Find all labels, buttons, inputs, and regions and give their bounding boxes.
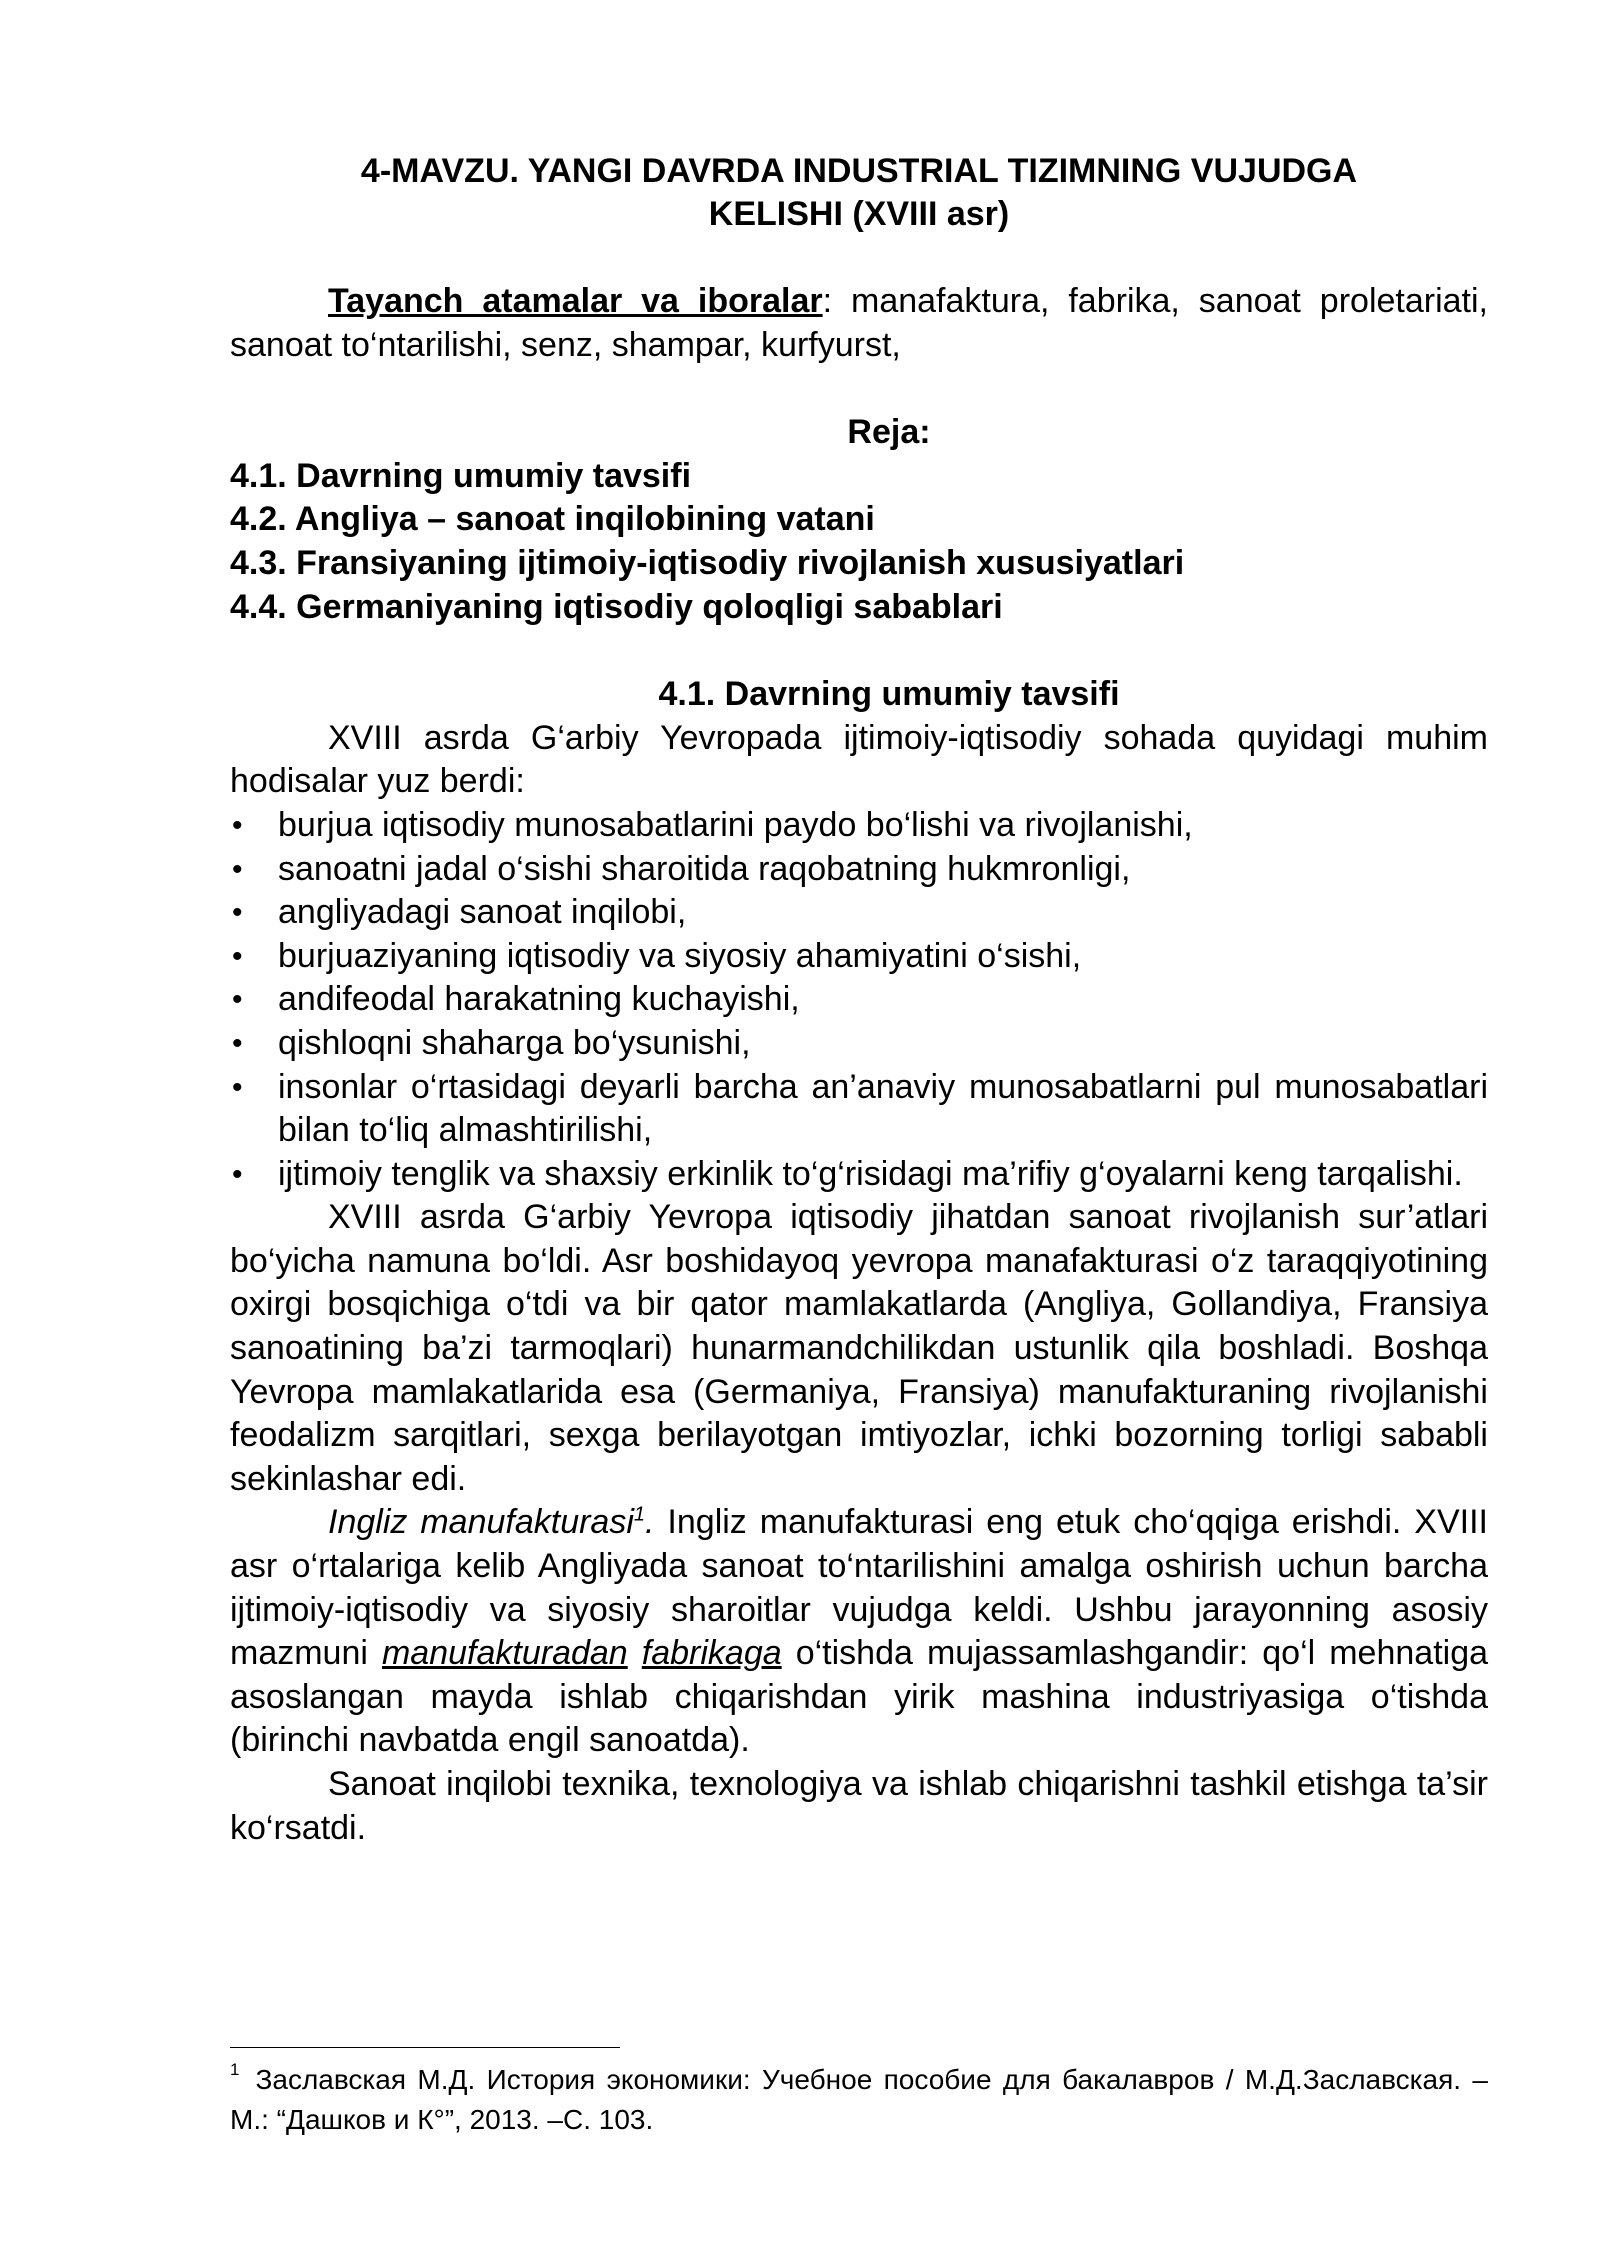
list-item: • burjua iqtisodiy munosabatlarini paydo bo‘lishi va rivojlanishi, (230, 804, 1488, 848)
key-terms-text: manafaktura, fabrika, sanoat proletariati, sanoat to‘ntarilishi, senz, shampar, kurfyurst, (230, 282, 1488, 364)
plan-item: 4.1. Davrning umumiy tavsifi (230, 456, 692, 495)
key-terms-paragraph (230, 280, 1488, 367)
body-paragraph: XVIII asrda G‘arbiy Yevropa iqtisodiy jihatdan sanoat rivojlanish sur’atlari bo‘yicha namuna bo‘ldi. Asr boshidayoq yevropa manafakturasi o‘z taraqqiyotining oxirgi bosqichiga o‘tdi va bir qator mamlakatlarda (Angliya, Gollandiya, Fransiya sanoatining ba’zi tarmoqlari) hunarmandchilikdan ustunlik qila boshladi. Boshqa Yevropa mamlakatlarida esa (Germaniya, Fransiya) manufakturaning rivojlanishi feodalizm sarqitlari, sexga berilayotgan imtiyozlar, ichki bozorning torligi sababli sekinlashar edi. (230, 1198, 1488, 1498)
bullet-icon: • (232, 1070, 243, 1104)
list-item: • insonlar o‘rtasidagi deyarli barcha an’anaviy munosabatlarni pul munosabatlari bilan to‘liq almashtirilishi, (232, 1067, 1488, 1150)
plan-item: 4.4. Germaniyaning iqtisodiy qoloqligi sabablari (230, 587, 1003, 626)
list-item: • angliyadagi sanoat inqilobi, (230, 891, 1488, 935)
plan-list (230, 455, 1488, 629)
paragraph-lead: Ingliz manufakturasi (328, 1503, 634, 1542)
bullet-icon: • (232, 808, 243, 842)
bullet-icon: • (232, 852, 243, 886)
page-content (230, 150, 1488, 1850)
section-heading: 4.1. Davrning umumiy tavsifi (658, 675, 1120, 714)
plan-item: 4.3. Fransiyaning ijtimoiy-iqtisodiy rivojlanish xususiyatlari (230, 543, 1185, 582)
title-line-2: KELISHI (XVIII asr) (708, 195, 1010, 233)
key-terms-label: Tayanch atamalar va iboralar (328, 282, 823, 320)
body-paragraph: Sanoat inqilobi texnika, texnologiya va ishlab chiqarishni tashkil etishga ta’sir ko‘rsatdi. (230, 1765, 1488, 1847)
footnote-mark: 1 (230, 2060, 240, 2079)
list-item: • qishloqni shaharga bo‘ysunishi, (230, 1022, 1488, 1066)
bullet-icon: • (232, 1157, 243, 1191)
emphasis-term: fabrikaga (641, 1634, 782, 1673)
section-intro: XVIII asrda G‘arbiy Yevropada ijtimoiy-iqtisodiy sohada quyidagi muhim hodisalar yuz berdi: (230, 718, 1488, 801)
footnote-separator (230, 2047, 620, 2048)
footnote-reference[interactable]: 1 (633, 1504, 646, 1527)
bullet-list (230, 804, 1488, 1196)
title-line-1: 4-MAVZU. YANGI DAVRDA INDUSTRIAL TIZIMNING VUJUDGA (360, 152, 1358, 190)
bullet-icon: • (232, 1026, 243, 1060)
footnote-text: Заславская М.Д. История экономики: Учебное пособие для бакалавров / М.Д.Заславская. – М.: “Дашков и К°”, 2013. –С. 103. (230, 2064, 1488, 2135)
list-item: • ijtimoiy tenglik va shaxsiy erkinlik to‘g‘risidagi ma’rifiy g‘oyalarni keng tarqalishi. (230, 1153, 1488, 1197)
plan-title: Reja: (847, 413, 931, 452)
list-item: • burjuaziyaning iqtisodiy va siyosiy ahamiyatini o‘sishi, (230, 935, 1488, 979)
key-terms-colon: : (822, 282, 833, 320)
list-item: • sanoatni jadal o‘sishi sharoitida raqobatning hukmronligi, (230, 848, 1488, 892)
plan-item: 4.2. Angliya – sanoat inqilobining vatani (230, 500, 875, 539)
list-item: • andifeodal harakatning kuchayishi, (230, 978, 1488, 1022)
bullet-icon: • (232, 983, 243, 1017)
bullet-icon: • (232, 896, 243, 930)
body-paragraph: Ingliz manufakturasi$^1$. Ingliz manufakturasi eng etuk cho‘qqiga erishdi. XVIII asr o‘rtalariga kelib Angliyada sanoat to‘ntarilishini amalga oshirish uchun barcha ijtimoiy-iqtisodiy va siyosiy sharoitlar vujudga keldi. Ushbu jarayonning asosiy mazmuni manufakturadan fabrikaga o‘tishda mujassamlashgandir: qo‘l mehnatiga asoslangan mayda ishlab chiqarishdan yirik mashina industriyasiga o‘tishda (birinchi navbatda engil sanoatda). (230, 1503, 1489, 1760)
page-title (230, 150, 1488, 236)
bullet-icon: • (232, 939, 243, 973)
emphasis-term: manufakturadan (381, 1634, 628, 1673)
footnote (230, 2060, 1488, 2140)
